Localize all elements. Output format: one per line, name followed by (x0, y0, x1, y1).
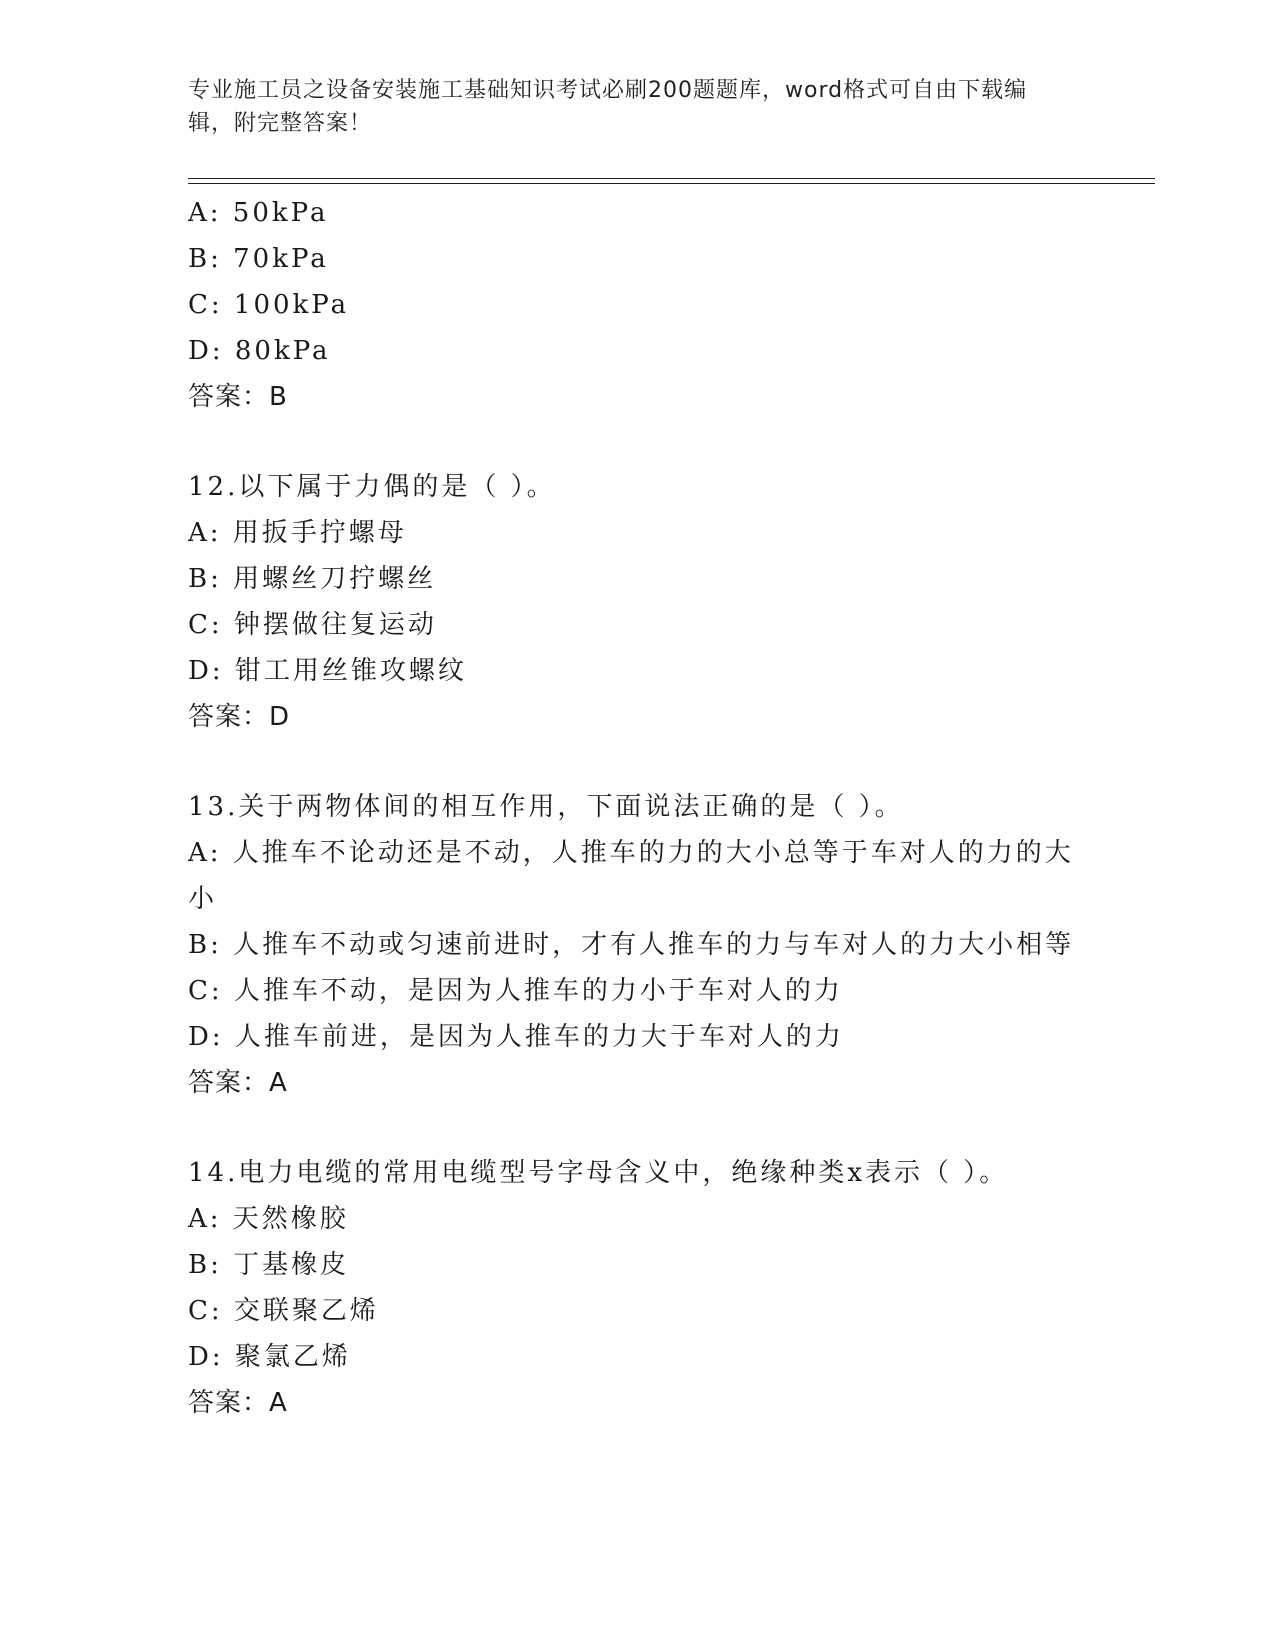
question-block-12 (188, 464, 1088, 740)
option-a: A: 用扳手拧螺母 (188, 518, 407, 548)
option-c: C: 100kPa (188, 290, 350, 320)
option-b: B: 人推车不动或匀速前进时，才有人推车的力与车对人的力大小相等 (188, 930, 1075, 960)
header-divider-top (188, 178, 1155, 179)
option-a: A: 50kPa (188, 198, 329, 228)
option-c: C: 交联聚乙烯 (188, 1296, 379, 1326)
page-header-title: 专业施工员之设备安装施工基础知识考试必刷200题题库，word格式可自由下载编辑，附完整答案！ (188, 78, 1028, 136)
header-divider-bottom (188, 183, 1155, 184)
option-c: C: 钟摆做往复运动 (188, 610, 437, 640)
option-d: D: 聚氯乙烯 (188, 1342, 351, 1372)
block-spacer (188, 1106, 1088, 1150)
answer-line: 答案：B (188, 382, 288, 412)
block-spacer (188, 420, 1088, 464)
option-d: D: 钳工用丝锥攻螺纹 (188, 656, 467, 686)
question-text: 13.关于两物体间的相互作用，下面说法正确的是（ ）。 (188, 792, 904, 822)
block-spacer (188, 740, 1088, 784)
answer-line: 答案：A (188, 1388, 288, 1418)
option-b: B: 用螺丝刀拧螺丝 (188, 564, 437, 594)
option-b: B: 70kPa (188, 244, 329, 274)
question-list (188, 190, 1088, 1426)
option-c: C: 人推车不动，是因为人推车的力小于车对人的力 (188, 976, 843, 1006)
question-block-14 (188, 1150, 1088, 1426)
answer-line: 答案：D (188, 702, 291, 732)
question-text: 14.电力电缆的常用电缆型号字母含义中，绝缘种类x表示（ ）。 (188, 1158, 1009, 1188)
option-d: D: 80kPa (188, 336, 331, 366)
answer-line: 答案：A (188, 1068, 288, 1098)
question-text: 12.以下属于力偶的是（ ）。 (188, 472, 556, 502)
option-d: D: 人推车前进，是因为人推车的力大于车对人的力 (188, 1022, 844, 1052)
option-b: B: 丁基橡皮 (188, 1250, 350, 1280)
question-block-13 (188, 784, 1088, 1106)
option-a: A: 人推车不论动还是不动，人推车的力的大小总等于车对人的力的大小 (188, 838, 1074, 914)
question-block-11 (188, 190, 1088, 420)
option-a: A: 天然橡胶 (188, 1204, 349, 1234)
